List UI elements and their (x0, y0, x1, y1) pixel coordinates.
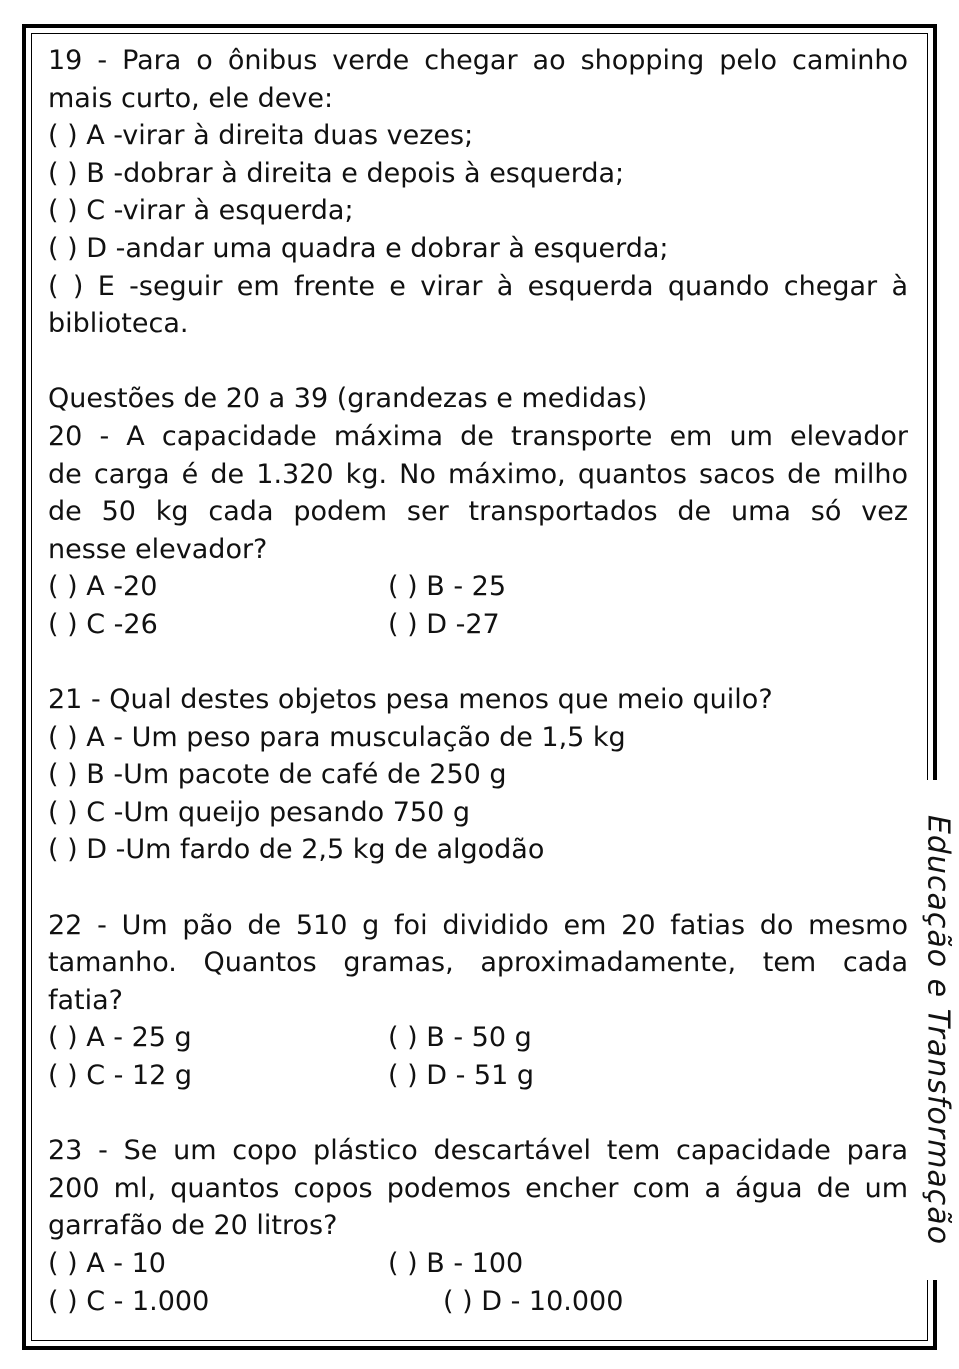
q22-option-b: ( ) B - 50 g (388, 1022, 532, 1054)
q19-option-e: ( ) E -seguir em frente e virar à esquerda quando chegar à (48, 270, 908, 302)
question-20 (48, 418, 908, 644)
q19-option-b: ( ) B -dobrar à direita e depois à esquerda; (48, 157, 625, 189)
q23-line: 200 ml, quantos copos podemos encher com a água de um (48, 1172, 908, 1204)
q20-option-d: ( ) D -27 (388, 608, 500, 640)
q21-option-b: ( ) B -Um pacote de café de 250 g (48, 759, 507, 791)
q20-line: de 50 kg cada podem ser transportados de uma só vez (48, 496, 908, 528)
q19-line: 19 - Para o ônibus verde chegar ao shopping pelo caminho (48, 45, 908, 76)
q19-option-d: ( ) D -andar uma quadra e dobrar à esquerda; (48, 232, 669, 264)
section-title: Questões de 20 a 39 (grandezas e medidas) (48, 383, 648, 415)
q23-option-a: ( ) A - 10 (48, 1248, 166, 1279)
q19-line: biblioteca. (48, 308, 189, 340)
question-21 (48, 681, 908, 869)
q22-option-d: ( ) D - 51 g (388, 1060, 535, 1092)
q21-option-c: ( ) C -Um queijo pesando 750 g (48, 796, 470, 828)
q23-line: 23 - Se um copo plástico descartável tem capacidade para (48, 1135, 908, 1167)
q21-option-a: ( ) A - Um peso para musculação de 1,5 kg (48, 721, 626, 753)
q20-line: nesse elevador? (48, 533, 268, 565)
q20-option-a: ( ) A -20 (48, 571, 158, 603)
q19-line: mais curto, ele deve: (48, 82, 334, 114)
q19-option-a: ( ) A -virar à direita duas vezes; (48, 120, 474, 152)
q20-line: 20 - A capacidade máxima de transporte em um elevador (48, 420, 908, 452)
q23-option-b: ( ) B - 100 (388, 1248, 524, 1279)
watermark (918, 785, 958, 1275)
q23-line: garrafão de 20 litros? (48, 1210, 338, 1242)
q20-option-c: ( ) C -26 (48, 608, 158, 640)
question-23 (48, 1132, 908, 1320)
q22-line: fatia? (48, 984, 124, 1016)
q23-option-d: ( ) D - 10.000 (443, 1285, 624, 1317)
q22-option-c: ( ) C - 12 g (48, 1060, 193, 1092)
q19-option-c: ( ) C -virar à esquerda; (48, 195, 354, 227)
q23-option-c: ( ) C - 1.000 (48, 1285, 210, 1317)
worksheet-content (48, 42, 908, 1320)
q22-line: tamanho. Quantos gramas, aproximadamente, tem cada (48, 947, 908, 979)
watermark-text: Educação e Transformação (920, 814, 956, 1246)
q21-line: 21 - Qual destes objetos pesa menos que meio quilo? (48, 684, 773, 716)
q20-option-b: ( ) B - 25 (388, 571, 507, 603)
q22-option-a: ( ) A - 25 g (48, 1022, 192, 1054)
question-22 (48, 907, 908, 1095)
question-19 (48, 42, 908, 343)
q20-line: de carga é de 1.320 kg. No máximo, quantos sacos de milho (48, 458, 908, 490)
q22-line: 22 - Um pão de 510 g foi dividido em 20 fatias do mesmo (48, 909, 908, 941)
q21-option-d: ( ) D -Um fardo de 2,5 kg de algodão (48, 834, 545, 866)
